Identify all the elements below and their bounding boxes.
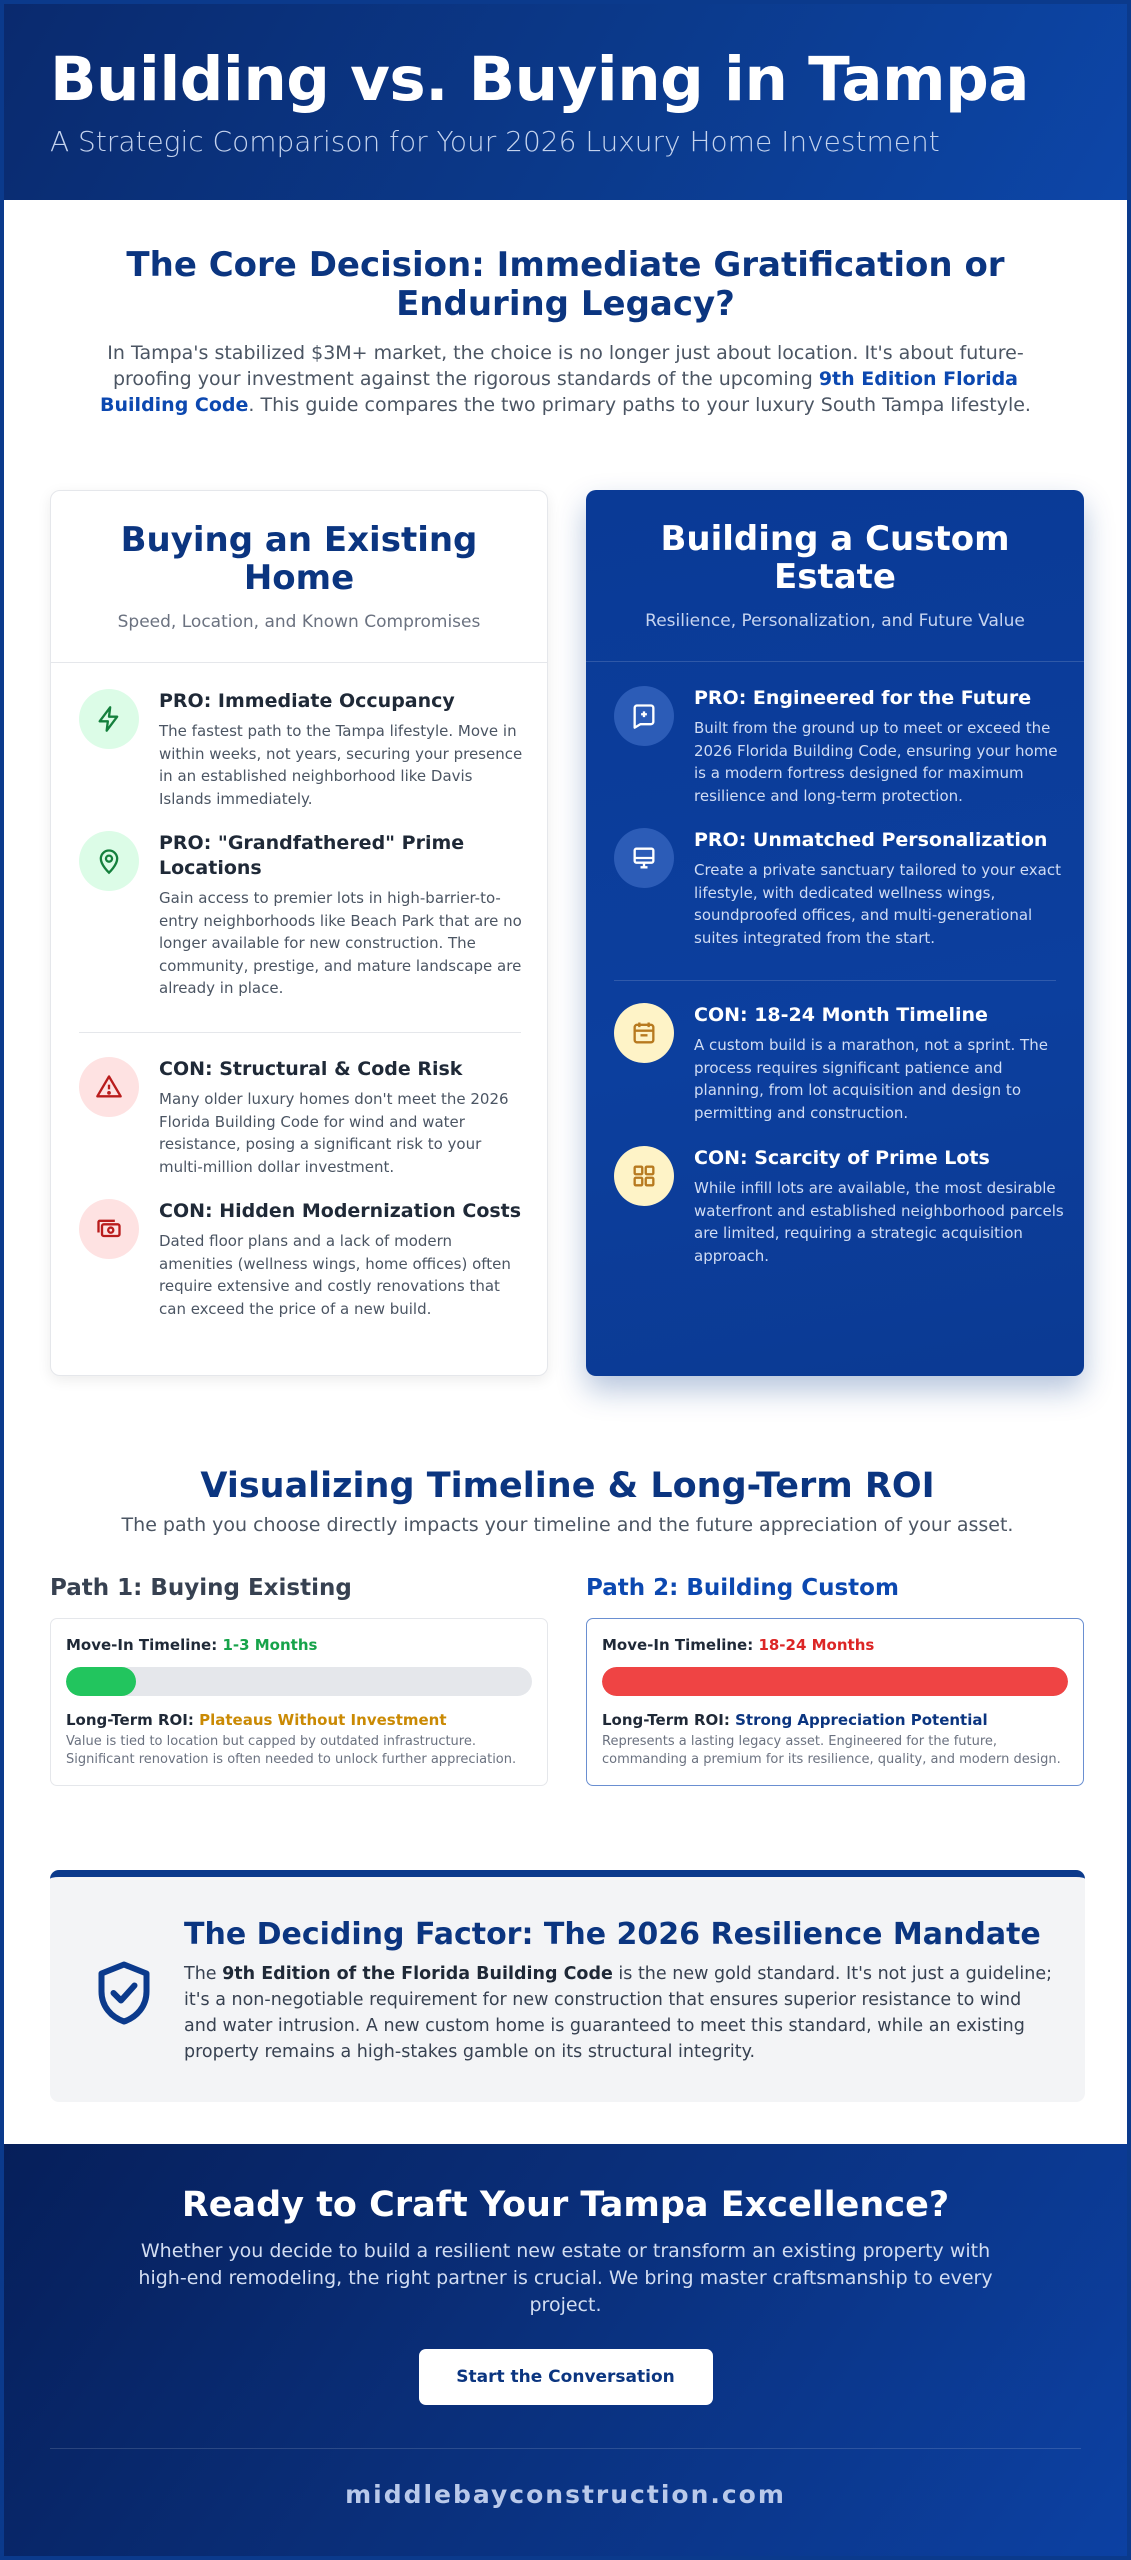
move-in-label: Move-In Timeline: — [66, 1636, 218, 1654]
move-in-value: 18-24 Months — [758, 1636, 875, 1654]
building-item-text: Create a private sanctuary tailored to your exact lifestyle, with dedicated wellness wings, soundproofed offices, and multi-generational suites integrated from the start. — [694, 861, 1061, 947]
move-in-label: Move-In Timeline: — [602, 1636, 754, 1654]
building-item-text: A custom build is a marathon, not a sprint. The process requires significant patience and planning, from lot acquisition and design to permitting and construction. — [694, 1036, 1048, 1122]
path-description: Represents a lasting legacy asset. Engineered for the future, commanding a premium for its resilience, quality, and modern design. — [602, 1734, 1061, 1767]
cta-heading: Ready to Craft Your Tampa Excellence? — [181, 2185, 950, 2225]
building-item-title: PRO: Engineered for the Future — [694, 687, 1032, 709]
roi-value: Strong Appreciation Potential — [735, 1711, 988, 1729]
timeline-subheading: The path you choose directly impacts your timeline and the future appreciation of your asset. — [121, 1514, 1014, 1536]
buying-card-subtitle: Speed, Location, and Known Compromises — [117, 612, 481, 632]
intro-heading: The Core Decision: Immediate Gratification or Enduring Legacy? — [126, 245, 1005, 324]
path-title: Path 2: Building Custom — [586, 1575, 899, 1601]
building-item-text: While infill lots are available, the most desirable waterfront and established neighborhood parcels are limited, requiring a strategic acquisition approach. — [694, 1179, 1064, 1265]
roi-label: Long-Term ROI: — [602, 1711, 730, 1729]
grid-icon — [614, 1146, 674, 1206]
timeline-bar-fill — [602, 1667, 1068, 1696]
cta-footer — [4, 2144, 1127, 2560]
buying-item-title: PRO: Immediate Occupancy — [159, 690, 455, 712]
buying-item-text: The fastest path to the Tampa lifestyle. Move in within weeks, not years, securing your presence in an established neighborhood like Davis Islands immediately. — [159, 722, 523, 808]
building-item-title: CON: Scarcity of Prime Lots — [694, 1147, 990, 1169]
warning-icon — [79, 1057, 139, 1117]
long-term-roi — [602, 1710, 1068, 1730]
timeline-heading: Visualizing Timeline & Long-Term ROI — [200, 1466, 935, 1506]
calendar-icon — [614, 1003, 674, 1063]
buying-divider — [79, 1032, 521, 1033]
path-box — [50, 1618, 548, 1786]
factor-heading: The Deciding Factor: The 2026 Resilience Mandate — [184, 1917, 1041, 1952]
roi-label: Long-Term ROI: — [66, 1711, 194, 1729]
buying-item-title: PRO: "Grandfathered" Prime Locations — [159, 832, 465, 879]
path-description: Value is tied to location but capped by outdated infrastructure. Significant renovation is often needed to unlock further appreciation. — [66, 1734, 517, 1767]
page-title: Building vs. Buying in Tampa — [50, 44, 1029, 115]
buying-card-title: Buying an Existing Home — [120, 520, 478, 598]
path-box — [586, 1618, 1084, 1786]
buying-item-text: Gain access to premier lots in high-barrier-to-entry neighborhoods like Beach Park that are no longer available for new construction. The community, prestige, and mature landscape are already in place. — [159, 889, 522, 997]
long-term-roi — [66, 1710, 532, 1730]
buying-item-text: Dated floor plans and a lack of modern amenities (wellness wings, home offices) often require extensive and costly renovations that can exceed the price of a new build. — [159, 1232, 511, 1318]
path-buying-existing — [50, 1574, 548, 1786]
buying-item-title: CON: Structural & Code Risk — [159, 1058, 463, 1080]
footer-divider — [50, 2448, 1081, 2449]
deciding-factor-callout — [50, 1870, 1085, 2102]
timeline-section — [50, 1466, 1085, 1767]
hero-header — [4, 4, 1127, 200]
intro-text-end: . This guide compares the two primary paths to your luxury South Tampa lifestyle. — [248, 394, 1031, 416]
move-in-timeline — [602, 1635, 1068, 1655]
move-in-timeline — [66, 1635, 532, 1655]
lightning-icon — [79, 689, 139, 749]
path-title: Path 1: Buying Existing — [50, 1575, 352, 1601]
start-conversation-button[interactable]: Start the Conversation — [419, 2349, 713, 2405]
timeline-bar-track — [602, 1667, 1068, 1696]
website-link[interactable]: middlebayconstruction.com — [345, 2480, 786, 2509]
building-item-title: PRO: Unmatched Personalization — [694, 829, 1048, 851]
intro-text-start: In Tampa's stabilized $3M+ market, the choice is no longer just about location. It's about future-proofing your investment against the rigorous standards of the upcoming — [107, 342, 1024, 390]
timeline-bar-fill — [66, 1667, 136, 1696]
buying-item-text: Many older luxury homes don't meet the 2026 Florida Building Code for wind and water resistance, posing a significant risk to your multi-million dollar investment. — [159, 1090, 509, 1176]
building-card-title: Building a Custom Estate — [660, 519, 1010, 597]
comparison-cards — [50, 490, 1085, 1376]
intro-code-highlight: 9th Edition Florida Building Code — [100, 368, 1019, 416]
blueprint-icon — [614, 686, 674, 746]
intro-text — [96, 340, 1036, 418]
shield-check-icon — [88, 1957, 160, 2029]
timeline-bar-track — [66, 1667, 532, 1696]
building-divider — [614, 980, 1056, 981]
buying-card-header — [51, 491, 547, 663]
buying-item-title: CON: Hidden Modernization Costs — [159, 1200, 522, 1222]
buying-card — [50, 490, 548, 1376]
map-pin-icon — [79, 831, 139, 891]
cta-text: Whether you decide to build a resilient new estate or transform an existing property with high-end remodeling, the right partner is crucial. We bring master craftsmanship to every project. — [138, 2240, 993, 2316]
building-item-title: CON: 18-24 Month Timeline — [694, 1004, 988, 1026]
factor-text-end: is the new gold standard. It's not just a guideline; it's a non-negotiable requirement for new construction that ensures superior resistance to wind and water intrusion. A new custom home is guaranteed to meet this standard, while an existing property remains a high-stakes gamble on its structural integrity. — [184, 1964, 1052, 2062]
factor-code-bold: 9th Edition of the Florida Building Code — [222, 1964, 613, 1984]
move-in-value: 1-3 Months — [222, 1636, 318, 1654]
building-card — [586, 490, 1084, 1376]
building-item-text: Built from the ground up to meet or exceed the 2026 Florida Building Code, ensuring your home is a modern fortress designed for maximum resilience and long-term protection. — [694, 719, 1058, 805]
monitor-icon — [614, 828, 674, 888]
building-card-header — [586, 490, 1084, 662]
path-building-custom — [586, 1574, 1084, 1786]
money-icon — [79, 1199, 139, 1259]
roi-value: Plateaus Without Investment — [199, 1711, 447, 1729]
page-subtitle: A Strategic Comparison for Your 2026 Luxury Home Investment — [50, 125, 940, 158]
factor-text-start: The — [184, 1964, 223, 1984]
intro-section — [4, 200, 1127, 418]
building-card-subtitle: Resilience, Personalization, and Future Value — [645, 611, 1025, 631]
factor-text — [184, 1961, 1056, 2065]
